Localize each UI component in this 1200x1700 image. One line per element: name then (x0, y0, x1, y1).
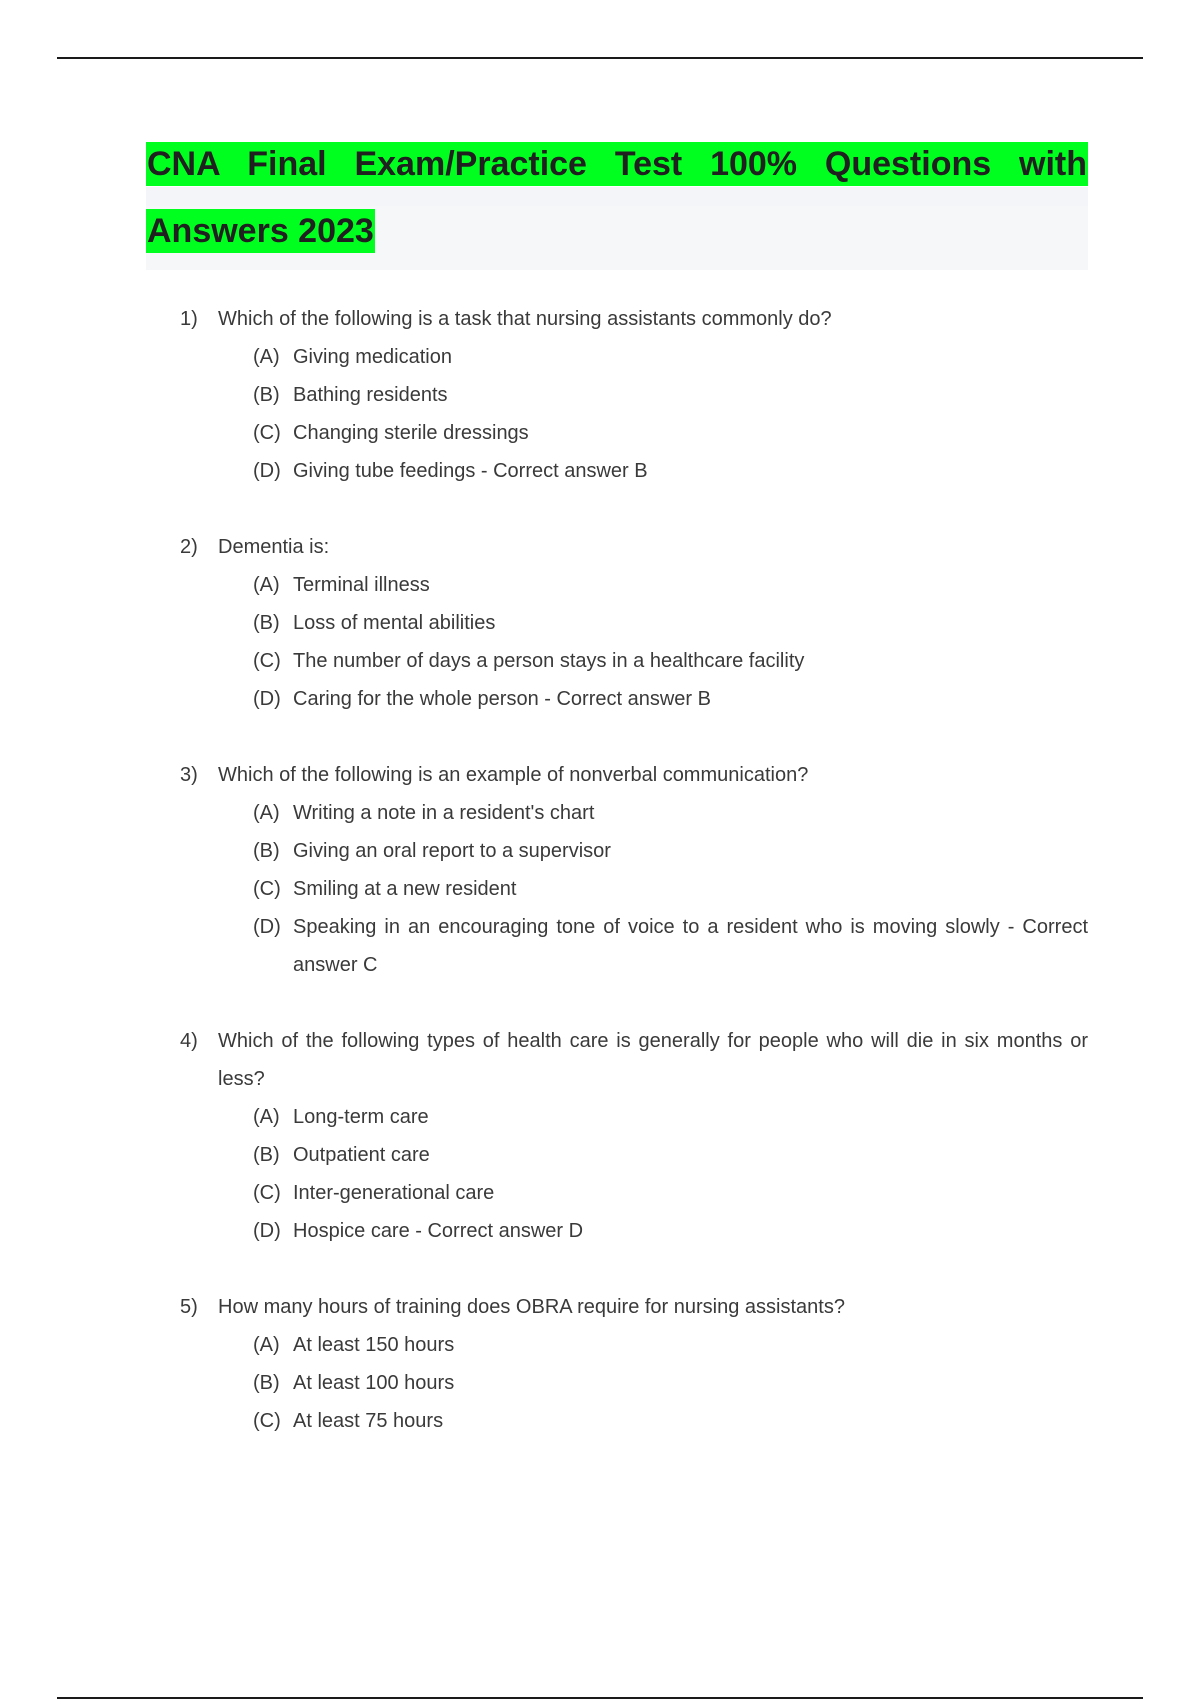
option-letter: (B) (253, 1372, 280, 1394)
question-text: Dementia is: (218, 536, 330, 558)
title-line-2-text: Answers 2023 (146, 209, 375, 253)
option-letter: (A) (253, 574, 280, 596)
option-letter: (B) (253, 840, 280, 862)
option-text: Terminal illness (293, 574, 430, 596)
question-list (180, 300, 1088, 1478)
question-number: 1) (180, 308, 198, 330)
option-letter: (D) (253, 1220, 281, 1242)
option-text: Inter-generational care (293, 1182, 495, 1204)
question-4 (180, 1022, 1088, 1250)
bottom-rule (57, 1697, 1143, 1699)
title-line-1-text: CNA Final Exam/Practice Test 100% Questions with (146, 142, 1088, 186)
question-number: 3) (180, 764, 198, 786)
option-letter: (C) (253, 1182, 281, 1204)
option-text: Writing a note in a resident's chart (293, 802, 595, 824)
option-text: Changing sterile dressings (293, 422, 529, 444)
option-text: At least 100 hours (293, 1372, 455, 1394)
question-number: 2) (180, 536, 198, 558)
option-text: Hospice care - Correct answer D (293, 1220, 584, 1242)
option-letter: (C) (253, 878, 281, 900)
option-letter: (A) (253, 802, 280, 824)
option-text: At least 150 hours (293, 1334, 455, 1356)
option-text: Speaking in an encouraging tone of voice to a resident who is moving slowly - Correct answer C (293, 916, 1088, 976)
option-text: Loss of mental abilities (293, 612, 496, 634)
question-text: How many hours of training does OBRA require for nursing assistants? (218, 1296, 845, 1318)
option-letter: (C) (253, 650, 281, 672)
option-letter: (D) (253, 688, 281, 710)
option-letter: (B) (253, 612, 280, 634)
question-text: Which of the following types of health care is generally for people who will die in six months or less? (218, 1030, 1088, 1090)
question-text: Which of the following is a task that nursing assistants commonly do? (218, 308, 832, 330)
question-number: 4) (180, 1030, 198, 1052)
option-letter: (A) (253, 1106, 280, 1128)
option-text: Giving an oral report to a supervisor (293, 840, 611, 862)
option-letter: (D) (253, 916, 281, 938)
question-2 (180, 528, 1088, 718)
title-line-1 (146, 142, 1088, 206)
document-title (146, 142, 1088, 270)
option-letter: (A) (253, 1334, 280, 1356)
option-text: Outpatient care (293, 1144, 430, 1166)
option-text: Caring for the whole person - Correct answer B (293, 688, 711, 710)
option-letter: (C) (253, 422, 281, 444)
option-text: At least 75 hours (293, 1410, 444, 1432)
option-letter: (B) (253, 384, 280, 406)
option-text: Smiling at a new resident (293, 878, 517, 900)
option-text: Bathing residents (293, 384, 448, 406)
option-text: Long-term care (293, 1106, 429, 1128)
option-text: The number of days a person stays in a healthcare facility (293, 650, 805, 672)
top-rule (57, 57, 1143, 59)
option-letter: (A) (253, 346, 280, 368)
question-1 (180, 300, 1088, 490)
question-5 (180, 1288, 1088, 1440)
title-line-2 (146, 206, 1088, 270)
option-text: Giving tube feedings - Correct answer B (293, 460, 648, 482)
question-text: Which of the following is an example of nonverbal communication? (218, 764, 809, 786)
question-3 (180, 756, 1088, 984)
option-letter: (C) (253, 1410, 281, 1432)
option-letter: (D) (253, 460, 281, 482)
question-number: 5) (180, 1296, 198, 1318)
option-text: Giving medication (293, 346, 452, 368)
option-letter: (B) (253, 1144, 280, 1166)
